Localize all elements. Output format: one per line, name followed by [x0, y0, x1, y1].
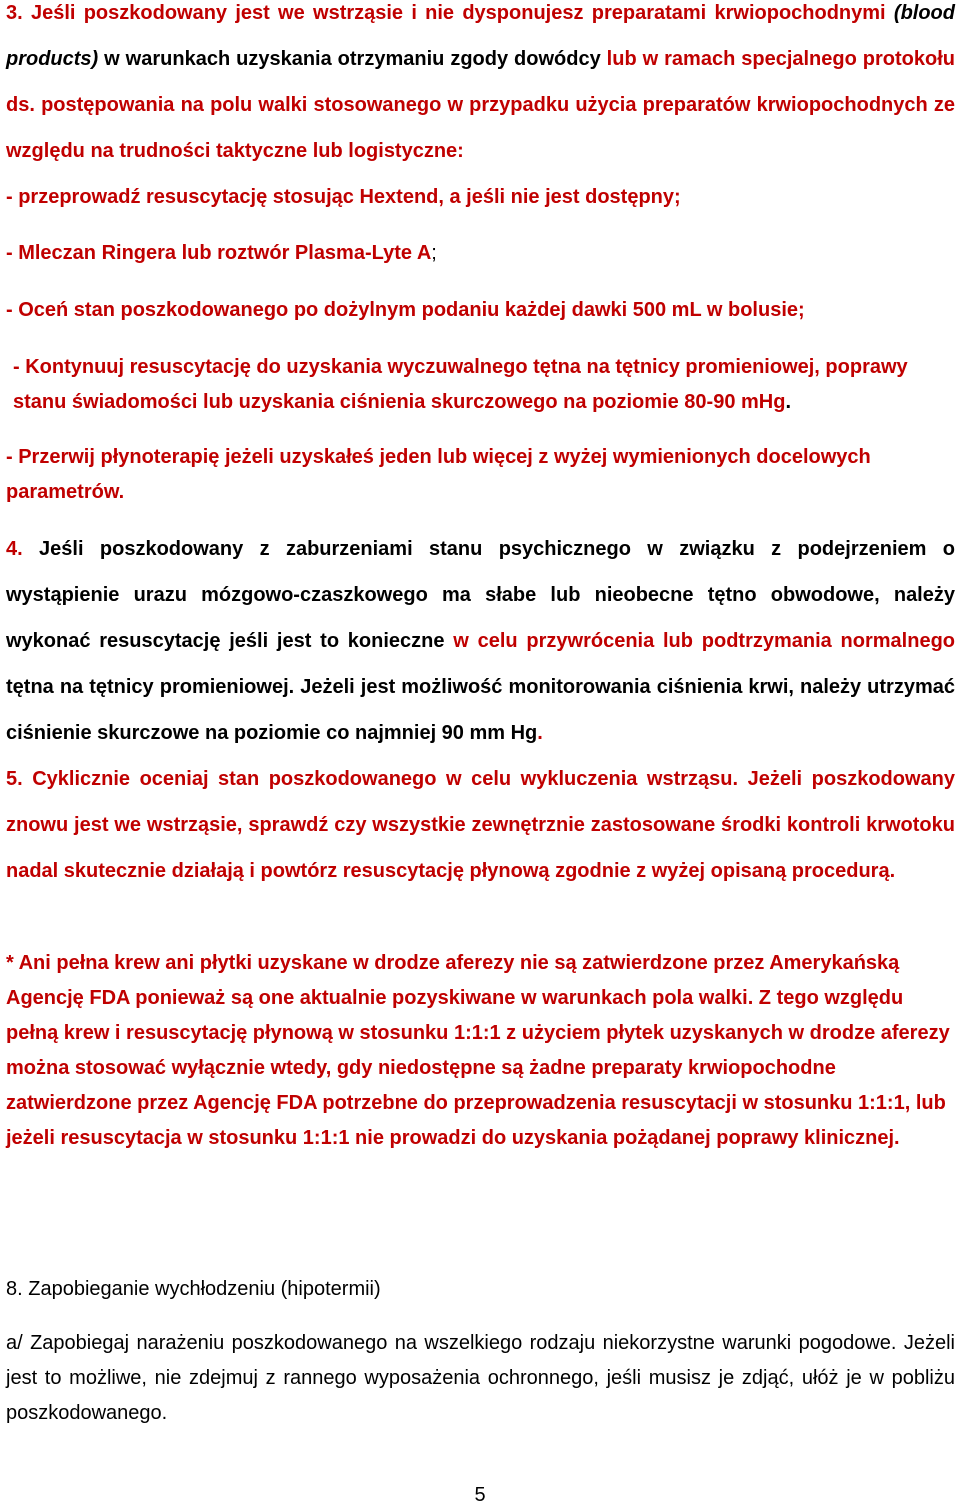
paragraph-3 — [6, 0, 955, 220]
paragraph-5: 5. Cyklicznie oceniaj stan poszkodowanego w celu wykluczenia wstrząsu. Jeżeli poszkodowany znowu jest we wstrząsie, sprawdź czy wszystkie zewnętrznie zastosowane środki kontroli krwotoku nadal skutecznie działają i powtórz resuscytację płynową zgodnie z wyżej opisaną procedurą. — [6, 768, 955, 882]
bullet-mleczan: - Mleczan Ringera lub roztwór Plasma-Lyte A; — [6, 242, 437, 264]
p3-hextend: - przeprowadź resuscytację stosując Hextend, a jeśli nie jest dostępny; — [6, 186, 681, 208]
section-8-heading: 8. Zapobieganie wychłodzeniu (hipotermii) — [6, 1278, 381, 1300]
footnote: * Ani pełna krew ani płytki uzyskane w drodze aferezy nie są zatwierdzone przez Amerykańską Agencję FDA ponieważ są one aktualnie pozyskiwane w warunkach pola walki. Z tego względu pełną krew i resuscytację płynową w stosunku 1:1:1 z użyciem płytek uzyskanych w drodze aferezy można stosować wyłącznie wtedy, gdy niedostępne są żadne preparaty krwiopochodne zatwierdzone przez Agencję FDA potrzebne do przeprowadzenia resuscytacji w stosunku 1:1:1, lub jeżeli resuscytacja w stosunku 1:1:1 nie prowadzi do uzyskania pożądanej poprawy klinicznej. — [6, 952, 950, 1149]
page-number: 5 — [474, 1484, 486, 1506]
p3-intro: 3. Jeśli poszkodowany jest we wstrząsie i nie dysponujesz preparatami krwiopochodnymi — [6, 2, 886, 24]
p3-protocol: lub w ramach specjalnego protokołu ds. — [6, 48, 955, 116]
p3-consent: w warunkach uzyskania otrzymaniu zgody dowódcy — [98, 48, 601, 70]
bullet-kontynuuj: - Kontynuuj resuscytację do uzyskania wyczuwalnego tętna na tętnicy promieniowej, poprawy stanu świadomości lub uzyskania ciśnienia skurczowego na poziomie 80-90 mHg. — [13, 356, 908, 413]
p3-blood-products: (blood products) — [6, 2, 955, 70]
section-8-paragraph-a: a/ Zapobiegaj narażeniu poszkodowanego na wszelkiego rodzaju niekorzystne warunki pogodowe. Jeżeli jest to możliwe, nie zdejmuj z rannego wyposażenia ochronnego, jeśli musisz je zdjąć, ułóż je w pobliżu poszkodowanego. — [6, 1332, 955, 1424]
bullet-ocen: - Oceń stan poszkodowanego po dożylnym podaniu każdej dawki 500 mL w bolusie; — [6, 299, 805, 321]
bullet-przerwij: - Przerwij płynoterapię jeżeli uzyskałeś jeden lub więcej z wyżej wymienionych docelowych parametrów. — [6, 446, 871, 503]
paragraph-4: 4. Jeśli poszkodowany z zaburzeniami stanu psychicznego w związku z podejrzeniem o wystąpienie urazu mózgowo-czaszkowego ma słabe lub nieobecne tętno obwodowe, należy wykonać resuscytację jeśli jest to konieczne w celu przywrócenia lub podtrzymania normalnego tętna na tętnicy promieniowej. Jeżeli jest możliwość monitorowania ciśnienia krwi, należy utrzymać ciśnienie skurczowe na poziomie co najmniej 90 mm Hg. — [6, 538, 956, 744]
p3-battlefield: postępowania na polu walki stosowanego w przypadku użycia preparatów krwiopochodnych ze względu na trudności taktyczne lub logistyczne: — [6, 94, 955, 162]
